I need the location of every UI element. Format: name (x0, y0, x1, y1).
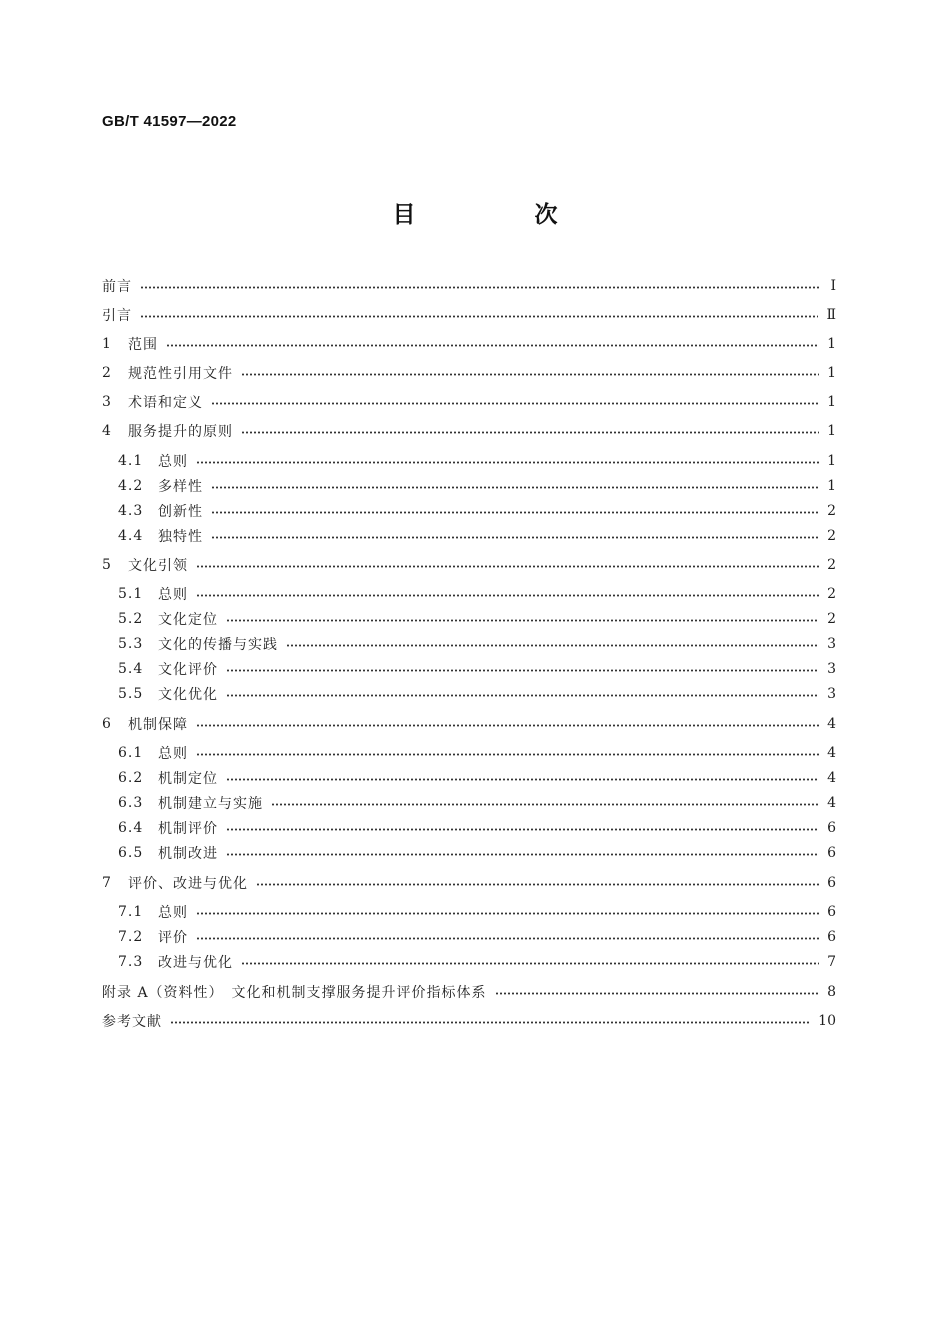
toc-entry-number: 2 (102, 365, 112, 381)
toc-entry-page-number: 8 (827, 984, 836, 1000)
toc-entry-label: 评价、改进与优化 (128, 876, 248, 892)
toc-entry-number: 6.3 (118, 795, 144, 811)
toc-entry[interactable] (118, 926, 836, 948)
toc-entry-number: 4.3 (118, 503, 144, 519)
toc-entry-page-number: 2 (827, 557, 836, 573)
toc-entry-label: 术语和定义 (128, 395, 203, 411)
toc-entry-page-number: 4 (827, 716, 836, 732)
toc-dot-leader (170, 1021, 810, 1024)
toc-dot-leader (226, 669, 819, 672)
toc-entry-page-number: 1 (827, 478, 836, 494)
toc-entry[interactable] (118, 475, 836, 497)
toc-dot-leader (241, 431, 819, 434)
toc-entry-number: 4 (102, 423, 112, 439)
toc-entry-label: 机制保障 (128, 717, 188, 733)
toc-entry-label: 参考文献 (102, 1014, 162, 1030)
toc-dot-leader (226, 828, 819, 831)
toc-entry-page-number: Ⅰ (830, 278, 836, 294)
toc-entry[interactable] (118, 951, 836, 973)
toc-entry-page-number: 6 (827, 904, 836, 920)
toc-entry[interactable] (102, 391, 836, 413)
toc-entry-number: 6 (102, 716, 112, 732)
toc-entry-number: 5.2 (118, 611, 144, 627)
toc-dot-leader (166, 344, 819, 347)
toc-entry-page-number: 6 (827, 820, 836, 836)
toc-entry-label: 创新性 (158, 504, 203, 520)
toc-entry-number: 6.5 (118, 845, 144, 861)
toc-dot-leader (226, 619, 819, 622)
toc-dot-leader (211, 511, 819, 514)
toc-dot-leader (226, 694, 819, 697)
toc-dot-leader (241, 373, 819, 376)
toc-dot-leader (211, 486, 819, 489)
toc-entry-page-number: 10 (818, 1013, 836, 1029)
toc-entry-number: 6.1 (118, 745, 144, 761)
toc-dot-leader (196, 937, 819, 940)
toc-entry-page-number: 6 (827, 875, 836, 891)
toc-dot-leader (196, 724, 819, 727)
toc-dot-leader (211, 402, 819, 405)
toc-entry[interactable] (102, 333, 836, 355)
toc-entry-page-number: 1 (827, 423, 836, 439)
toc-entry-number: 7 (102, 875, 112, 891)
toc-dot-leader (196, 912, 819, 915)
toc-entry[interactable] (102, 362, 836, 384)
toc-entry-number: 7.2 (118, 929, 144, 945)
toc-entry-page-number: 2 (827, 586, 836, 602)
toc-entry-label: 机制定位 (158, 771, 218, 787)
toc-entry-page-number: 1 (827, 365, 836, 381)
toc-entry-label: 评价 (158, 930, 188, 946)
toc-entry-label: 总则 (158, 905, 188, 921)
toc-entry-page-number: 1 (827, 453, 836, 469)
toc-entry[interactable] (118, 633, 836, 655)
toc-dot-leader (256, 883, 819, 886)
toc-entry[interactable] (118, 842, 836, 864)
toc-entry[interactable] (102, 713, 836, 735)
toc-entry-page-number: Ⅱ (826, 307, 836, 323)
toc-entry-number: 7.3 (118, 954, 144, 970)
toc-entry-page-number: 1 (827, 394, 836, 410)
toc-entry-label: 引言 (102, 308, 132, 324)
toc-entry[interactable] (118, 767, 836, 789)
toc-entry-label: 文化的传播与实践 (158, 637, 278, 653)
toc-entry-number: 7.1 (118, 904, 144, 920)
toc-entry-label: 文化评价 (158, 662, 218, 678)
toc-dot-leader (286, 644, 819, 647)
toc-dot-leader (196, 753, 819, 756)
toc-entry-number: 5.4 (118, 661, 144, 677)
toc-dot-leader (140, 315, 818, 318)
toc-dot-leader (495, 992, 820, 995)
toc-entry-number: 5.5 (118, 686, 144, 702)
toc-entry-label: 总则 (158, 746, 188, 762)
toc-dot-leader (226, 778, 819, 781)
toc-entry-label: 机制改进 (158, 846, 218, 862)
toc-entry[interactable] (118, 683, 836, 705)
toc-entry[interactable] (118, 583, 836, 605)
toc-entry-label: 文化引领 (128, 558, 188, 574)
toc-entry[interactable] (102, 554, 836, 576)
toc-entry[interactable] (118, 817, 836, 839)
toc-entry-number: 5 (102, 557, 112, 573)
toc-entry-page-number: 7 (827, 954, 836, 970)
toc-entry-page-number: 2 (827, 503, 836, 519)
toc-dot-leader (226, 853, 819, 856)
toc-entry[interactable] (118, 658, 836, 680)
toc-entry[interactable] (102, 981, 836, 1003)
toc-entry[interactable] (102, 304, 836, 326)
toc-entry-page-number: 3 (827, 636, 836, 652)
toc-entry-label: 机制建立与实施 (158, 796, 263, 812)
toc-dot-leader (241, 962, 819, 965)
toc-entry-number: 3 (102, 394, 112, 410)
toc-entry-number: 5.3 (118, 636, 144, 652)
toc-entry[interactable] (102, 872, 836, 894)
toc-entry[interactable] (118, 500, 836, 522)
toc-entry-label: 改进与优化 (158, 955, 233, 971)
toc-entry-number: 6.2 (118, 770, 144, 786)
toc-entry-page-number: 2 (827, 528, 836, 544)
toc-entry-label: 多样性 (158, 479, 203, 495)
toc-entry-number: 1 (102, 336, 112, 352)
toc-entry-page-number: 4 (827, 745, 836, 761)
toc-entry-number: 4.4 (118, 528, 144, 544)
toc-dot-leader (196, 461, 819, 464)
toc-entry-label: 前言 (102, 279, 132, 295)
toc-entry-number: 6.4 (118, 820, 144, 836)
toc-dot-leader (271, 803, 819, 806)
toc-entry-page-number: 4 (827, 770, 836, 786)
toc-entry-label: 规范性引用文件 (128, 366, 233, 382)
toc-entry-number: 4.2 (118, 478, 144, 494)
toc-entry-page-number: 4 (827, 795, 836, 811)
toc-entry-page-number: 3 (827, 661, 836, 677)
toc-entry[interactable] (118, 525, 836, 547)
toc-entry-label: 总则 (158, 454, 188, 470)
toc-entry[interactable] (118, 742, 836, 764)
toc-entry-label: 独特性 (158, 529, 203, 545)
standard-code-header: GB/T 41597—2022 (102, 113, 237, 130)
toc-entry[interactable] (102, 420, 836, 442)
toc-entry-page-number: 2 (827, 611, 836, 627)
toc-entry-label: 文化定位 (158, 612, 218, 628)
toc-entry-page-number: 1 (827, 336, 836, 352)
toc-entry-label: 附录 A（资料性） 文化和机制支撑服务提升评价指标体系 (102, 985, 487, 1001)
toc-entry-page-number: 6 (827, 929, 836, 945)
toc-entry[interactable] (118, 450, 836, 472)
toc-title: 目 次 (392, 202, 606, 228)
toc-entry-label: 服务提升的原则 (128, 424, 233, 440)
toc-entry-label: 范围 (128, 337, 158, 353)
toc-entry-number: 5.1 (118, 586, 144, 602)
toc-entry[interactable] (118, 792, 836, 814)
toc-entry[interactable] (118, 901, 836, 923)
toc-entry-page-number: 3 (827, 686, 836, 702)
toc-entry[interactable] (102, 275, 836, 297)
toc-dot-leader (196, 565, 819, 568)
toc-entry-label: 文化优化 (158, 687, 218, 703)
toc-dot-leader (140, 286, 820, 289)
toc-entry-label: 总则 (158, 587, 188, 603)
toc-entry-page-number: 6 (827, 845, 836, 861)
toc-entry-label: 机制评价 (158, 821, 218, 837)
toc-entry-number: 4.1 (118, 453, 144, 469)
toc-dot-leader (196, 594, 819, 597)
toc-entry[interactable] (102, 1010, 836, 1032)
toc-dot-leader (211, 536, 819, 539)
toc-entry[interactable] (118, 608, 836, 630)
